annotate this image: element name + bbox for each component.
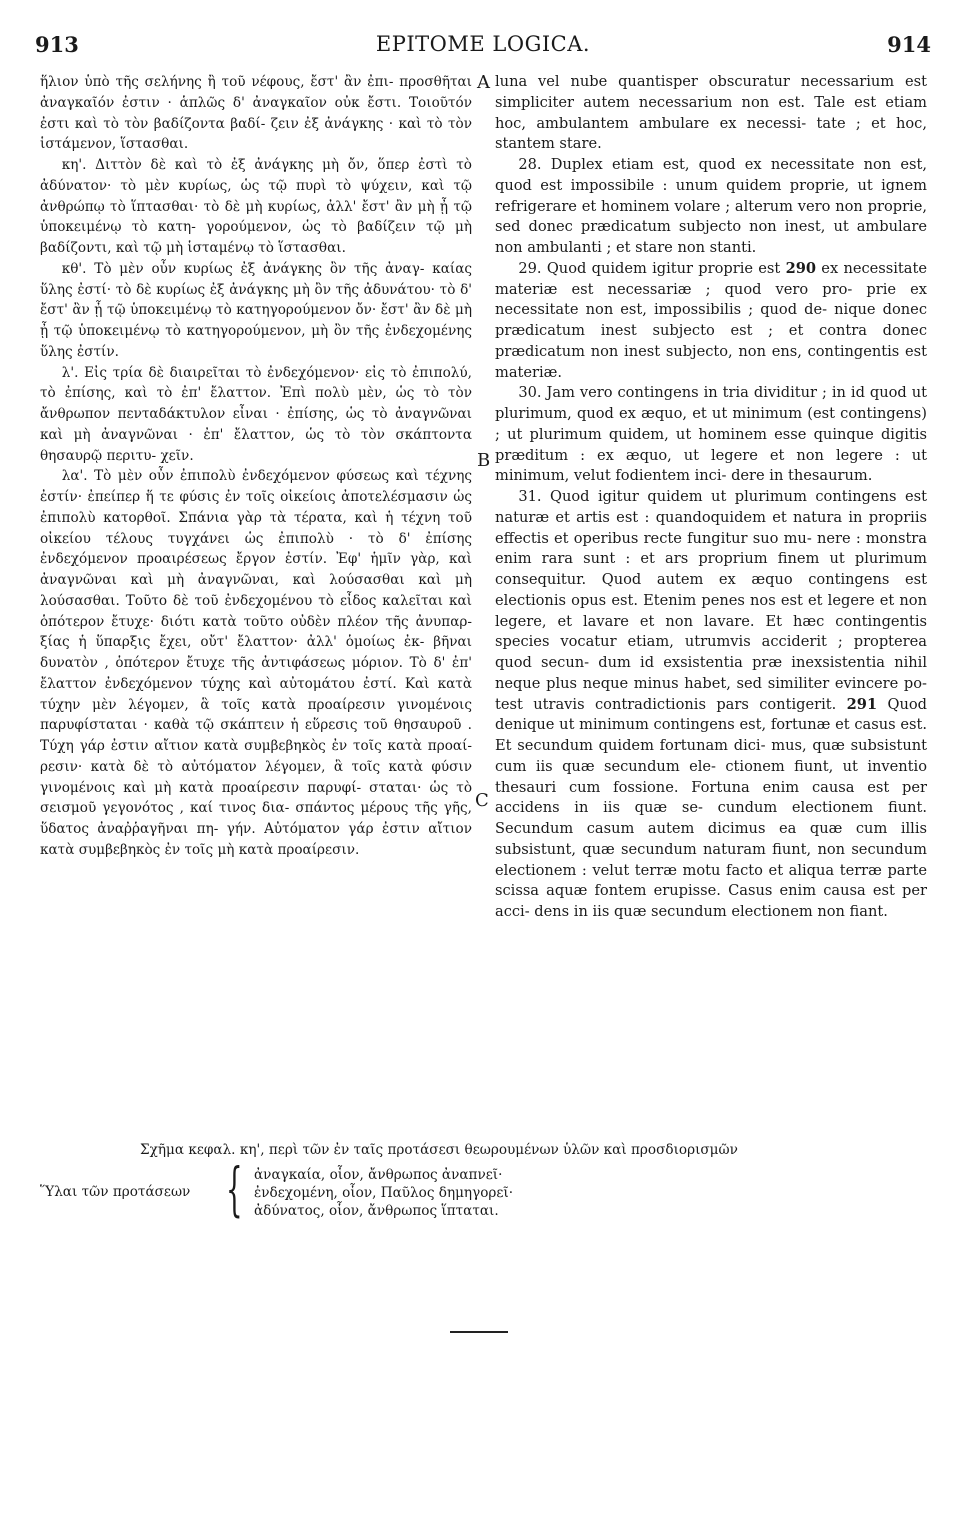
schema-item: ἐνδεχομένη, οἷον, Παῦλος δημηγορεῖ· [254,1185,514,1201]
schema-label: Ὕλαι τῶν προτάσεων [40,1184,191,1200]
page-number-right: 914 [887,32,931,57]
schema-list [254,1166,513,1220]
schema-item: ἀδύνατος, οἷον, ἄνθρωπος ἵπταται. [254,1203,499,1219]
greek-paragraph: λα'. Τὸ μὲν οὖν ἐπιπολὺ ἐνδεχόμενον φύσεως καὶ τέχνης ἐστίν· ἐπείπερ ἥ τε φύσις ἐν τοῖς οἰκείοις ἀποτελέσμασιν ὡς ἐπιπολὺ κατορθοῖ. Σπάνια γὰρ τὰ τέρατα, καὶ ἡ τέχνη τοῦ οἰκείου τέλους τυγχάνει ὡς ἐπιπολὺ · τὸ δ' ἐπίσης ἐνδεχόμενον προαιρέσεως ἔργον ἐστίν. Ἐφ' ἡμῖν γὰρ, καὶ ἀναγνῶναι καὶ μὴ ἀναγνῶναι, καὶ λούσασθαι καὶ μὴ λούσασθαι. Τοῦτο δὲ τοῦ ἐνδεχομένου τὸ εἶδος καλεῖται καὶ ὁπότερον ἔτυχε· διότι κατὰ τοῦτο οὐδὲν πλέον τῆς ἀνυπαρ- ξίας ἡ ὕπαρξις ἔχει, οὔτ' ἔλαττον· ἀλλ' ὁμοίως ἐκ- βῆναι δυνατὸν , ὁπότερον ἔτυχε τῆς ἀντιφάσεως μόριον. Τὸ δ' ἐπ' ἔλαττον ἐνδεχόμενον τύχης καὶ αὐτομάτου ἐστί. Καὶ κατὰ τύχην μὲν λέγομεν, ἃ τοῖς κατὰ προαίρεσιν γινομένοις παρυφίσταται · καθὰ τῷ σκάπτειν ἡ εὕρεσις τοῦ θησαυροῦ . Τύχη γάρ ἐστιν αἴτιον κατὰ συμβεβηκὸς ἐν τοῖς κατὰ προαί- ρεσιν· κατὰ δὲ τὸ αὐτόματον λέγομεν, ἃ τοῖς κατὰ φύσιν γινομένοις καὶ μὴ κατὰ προαίρεσιν παρυφί- σταται· ὡς τὸ σεισμοῦ γεγονότος , καί τινος δια- σπάντος μέρους τῆς γῆς, ὕδατος ἀναῤῥαγῆναι πη- γήν. Αὐτόματον γάρ ἐστιν αἴτιον κατὰ συμβεβηκὸς ἐν τοῖς μὴ κατὰ προαίρεσιν. [40,468,472,858]
latin-column [495,72,927,923]
column-number: 291 [846,695,878,713]
margin-marker-c: C [475,790,489,811]
greek-paragraph: κθ'. Τὸ μὲν οὖν κυρίως ἐξ ἀνάγκης ὂν τῆς ἀναγ- καίας ὕλης ἐστί· τὸ δὲ κυρίως ἐξ ἀνάγκης μὴ ὂν τῆς ἀδυνάτου· τὸ δ' ἔστ' ἂν ᾖ τῷ ὑποκειμένῳ τὸ κατηγορούμενον ὄν· ἔστ' ἂν δὲ μὴ ᾖ τῷ ὑποκειμένῳ τὸ κατηγορούμενον, μὴ ὂν τῆς ἐνδεχομένης ὕλης ἐστίν. [40,260,472,360]
greek-paragraph: κη'. Διττὸν δὲ καὶ τὸ ἐξ ἀνάγκης μὴ ὄν, ὅπερ ἐστὶ τὸ ἀδύνατον· τὸ μὲν κυρίως, ὡς τῷ πυρὶ τὸ ψύχειν, καὶ τῷ ἀνθρώπῳ τὸ ἵπτασθαι· τὸ δὲ μὴ κυρίως, ἀλλ' ἔστ' ἂν μὴ ᾖ τῷ ὑποκειμένῳ τὸ κατη- γορούμενον, ὡς τὸ βαδίζειν τῷ μὴ βαδίζοντι, καὶ τῷ μὴ ἱσταμένῳ τὸ ἵστασθαι. [40,157,472,256]
schema-item: ἀναγκαία, οἷον, ἄνθρωπος ἀναπνεῖ· [254,1167,503,1183]
brace-glyph: { [226,1155,243,1223]
greek-paragraph: ἥλιον ὑπὸ τῆς σελήνης ἢ τοῦ νέφους, ἔστ' ἂν ἐπι- προσθῆται ἀναγκαῖόν ἐστιν · ἁπλῶς δ' ἀναγκαῖον οὐκ ἔστι. Τοιοῦτόν ἐστι καὶ τὸ τὸν βαδίζοντα βαδί- ζειν ἐξ ἀνάγκης · καὶ τὸ τὸν ἱστάμενον, ἵστασθαι. [40,74,472,153]
page-header [35,32,931,62]
latin-paragraph: 29. Quod quidem igitur proprie est 290 ex necessitate materiæ est necessariæ ; quod vero pro- prie ex necessitate non est, impossibilis ; quod de- nique donec prædicatum inest subjecto est ; et contra donec prædicatum non inest subjecto, non ens, contingentis est materiæ. [495,259,927,381]
page-number-left: 913 [35,32,79,57]
latin-paragraph: 28. Duplex etiam est, quod ex necessitate non est, quod est impossibile : unum quidem proprie, ut ignem refrigerare et hominem volare ; alterum vero non proprie, sed donec prædicatum subjecto non inest, ut ambulare non ambulanti ; et stare non stanti. [495,156,927,256]
greek-column [40,72,472,861]
margin-marker-b: B [477,450,491,471]
latin-paragraph: 31. Quod igitur quidem ut plurimum contingens est naturæ et artis est : quandoquidem et natura in propriis effectis et operibus recte fungitur suo mu- nere : monstra enim rara sunt : et ars proprium finem ut plurimum consequitur. Quod autem ex æquo contingens est electionis opus est. Etenim penes nos est et legere et non legere, et lavare et non lavare. Et hæc contingentis species vocatur etiam, utrumvis acciderit ; propterea quod secun- dum id exsistentia præ inexsistentia nihil neque plus neque minus habet, sed similiter evincere po- test utravis contradictionis pars contigerit. 291 Quod denique ut minimum contingens est, fortunæ et casus est. Et secundum quidem fortunam dici- mus, quæ subsistunt cum iis quæ secundum ele- ctionem fiunt, ut inventio thesauri cum fossione. Fortuna enim causa est per accidens in iis quæ se- cundum electionem fiunt. Secundum casum autem dicimus ea quæ cum illis subsistunt, quæ secundum naturam fiunt, non secundum electionem : velut terræ motu facto et aliqua terræ parte scissa aquæ fontem erupisse. Casus enim causa est per acci- dens in iis quæ secundum electionem non fiant. [495,488,927,920]
latin-paragraph: 30. Jam vero contingens in tria dividitur ; in id quod ut plurimum, quod ex æquo, et ut minimum (est contingens) ; ut plurimum quidem, ut hominem esse quinque digitis præditum : ex æquo, ut legere et non legere : ut minimum, velut fodientem inci- dere in thesaurum. [495,384,927,485]
margin-marker-a: A [477,72,490,93]
running-title: EPITOME LOGICA. [375,32,591,56]
schema-title: Σχῆμα κεφαλ. κη', περὶ τῶν ἐν ταῖς προτάσεσι θεωρουμένων ὑλῶν καὶ προσδιορισμῶν [140,1142,738,1158]
column-number: 290 [785,259,817,277]
end-rule [450,1331,508,1333]
greek-paragraph: λ'. Εἰς τρία δὲ διαιρεῖται τὸ ἐνδεχόμενον· εἰς τὸ ἐπιπολύ, τὸ ἐπίσης, καὶ τὸ ἐπ' ἔλαττον. Ἐπὶ πολὺ μὲν, ὡς τὸ τὸν ἄνθρωπον πενταδάκτυλον εἶναι · ἐπίσης, ὡς τὸ ἀναγνῶναι καὶ μὴ ἀναγνῶναι · ἐπ' ἔλαττον, ὡς τὸ τὸν σκάπτοντα θησαυρῷ περιτυ- χεῖν. [40,364,472,464]
latin-paragraph: luna vel nube quantisper obscuratur necessarium est simpliciter autem necessarium non est. Tale est etiam hoc, ambulantem ambulare ex necessi- tate ; et hoc, stantem stare. [495,73,927,153]
